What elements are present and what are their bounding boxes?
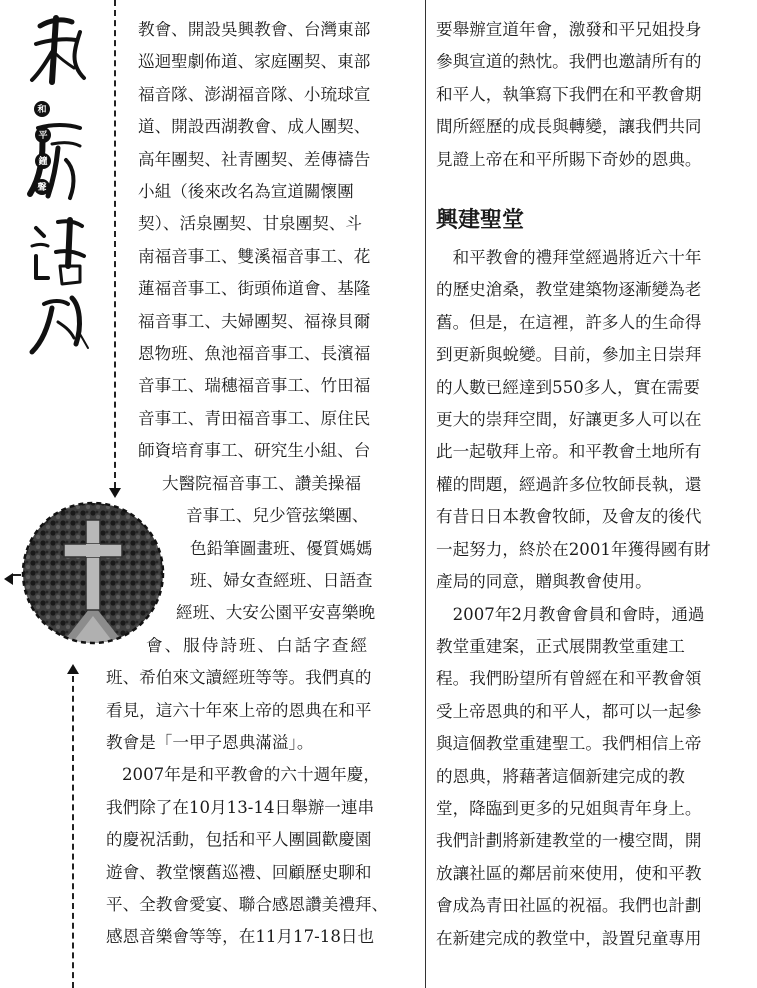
text-line: 福音隊、澎湖福音隊、小琉球宣 [138, 84, 371, 104]
text-line: 我們計劃將新建教堂的一樓空間，開 [436, 831, 702, 851]
text-line: 契）、活泉團契、甘泉團契、斗 [138, 214, 363, 234]
text-line: 蓮福音事工、街頭佈道會、基隆 [138, 279, 371, 299]
text-line: 權的問題，經過許多位牧師長執，還 [436, 474, 702, 494]
text-line: 教會是「一甲子恩典滿溢」。 [106, 732, 314, 752]
text-line: 道、開設西湖教會、成人團契、 [138, 117, 371, 137]
text-line: 受上帝恩典的和平人，都可以一起參 [436, 701, 702, 721]
text-line: 和平人，執筆寫下我們在和平教會期 [436, 84, 702, 104]
svg-text:平: 平 [38, 131, 48, 141]
dashed-guide-top [114, 0, 116, 488]
text-line: 的恩典，將藉著這個新建完成的教 [436, 766, 685, 786]
text-line: 堂，降臨到更多的兄姐與青年身上。 [436, 798, 702, 818]
arrow-up-icon [67, 664, 79, 674]
text-line: 音事工、青田福音事工、原住民 [138, 408, 371, 428]
text-line: 產局的同意，贈與教會使用。 [436, 572, 652, 592]
text-line: 音事工、兒少管弦樂團、 [186, 506, 369, 526]
left-column [106, 14, 413, 954]
text-line: 音事工、瑞穗福音事工、竹田福 [138, 376, 371, 396]
text-line: 大醫院福音事工、讚美操福 [162, 473, 362, 493]
text-line: 要舉辦宣道年會，激發和平兄姐投身 [436, 20, 702, 39]
section-heading: 興建聖堂 [436, 207, 525, 234]
text-line: 程。我們盼望所有曾經在和平教會領 [436, 669, 702, 689]
text-line: 會成為青田社區的祝福。我們也計劃 [436, 896, 702, 916]
text-line: 放讓社區的鄰居前來使用，使和平教 [436, 863, 702, 883]
text-line: 遊會、教堂懷舊巡禮、回顧歷史聊和 [106, 862, 372, 882]
text-line: 舊。但是，在這裡，許多人的生命得 [436, 312, 702, 332]
text-line: 感恩音樂會等等，在11月17-18日也 [106, 927, 375, 947]
text-line: 此一起敬拜上帝。和平教會土地所有 [436, 442, 702, 462]
text-line: 的慶祝活動，包括和平人團圓歡慶園 [106, 830, 372, 850]
calligraphy-logo [22, 8, 92, 368]
text-line: 巡迴聖劇佈道、家庭團契、東部 [138, 52, 371, 72]
text-line: 班、婦女查經班、日語查 [190, 570, 373, 590]
text-line: 會、服侍詩班、白話字查經 [146, 635, 370, 655]
right-column [436, 14, 750, 955]
text-line: 我們除了在10月13-14日舉辦一連串 [106, 797, 375, 817]
text-line: 2007年是和平教會的六十週年慶， [122, 765, 380, 785]
text-line: 教會、開設吳興教會、台灣東部 [138, 20, 371, 39]
text-line: 師資培育事工、研究生小組、台 [138, 441, 371, 461]
text-line: 的歷史滄桑，教堂建築物逐漸變為老 [436, 280, 702, 300]
text-line: 更大的崇拜空間，好讓更多人可以在 [436, 410, 702, 430]
text-line: 班、希伯來文讀經班等等。我們真的 [106, 668, 372, 688]
text-line: 見證上帝在和平所賜下奇妙的恩典。 [436, 149, 702, 169]
arrow-left-icon [4, 573, 13, 585]
text-line: 恩物班、魚池福音事工、長濱福 [138, 344, 371, 364]
text-line: 和平教會的禮拜堂經過將近六十年 [452, 248, 702, 268]
text-line: 間所經歷的成長與轉變，讓我們共同 [436, 117, 702, 137]
text-line: 在新建完成的教堂中，設置兒童專用 [436, 928, 702, 948]
text-line: 到更新與蛻變。目前，參加主日崇拜 [436, 345, 702, 365]
text-line: 色鉛筆圖畫班、優質媽媽 [190, 538, 373, 558]
arrow-down-icon [109, 488, 121, 498]
svg-text:鐘: 鐘 [38, 157, 48, 167]
text-line: 小組（後來改名為宣道關懷團 [138, 182, 354, 202]
text-line: 高年團契、社青團契、差傳禱告 [138, 149, 371, 169]
column-divider [425, 0, 426, 988]
text-line: 平、全教會愛宴、聯合感恩讚美禮拜、 [106, 894, 389, 914]
text-line: 與這個教堂重建聖工。我們相信上帝 [436, 734, 702, 754]
text-line: 一起努力，終於在2001年獲得國有財 [436, 539, 711, 559]
text-line: 南福音事工、雙溪福音事工、花 [138, 246, 371, 266]
text-line: 教堂重建案，正式展開教堂重建工 [436, 636, 685, 656]
text-line: 參與宣道的熱忱。我們也邀請所有的 [436, 52, 702, 72]
text-line: 福音事工、夫婦團契、福祿貝爾 [138, 311, 371, 331]
svg-text:聲: 聲 [37, 183, 47, 193]
svg-text:和: 和 [37, 105, 47, 115]
text-line: 的人數已經達到550多人，實在需要 [436, 377, 700, 397]
text-line: 看見，這六十年來上帝的恩典在和平 [106, 700, 372, 720]
text-line: 經班、大安公園平安喜樂晚 [176, 603, 376, 623]
text-line: 有昔日日本教會牧師，及會友的後代 [436, 507, 702, 527]
dashed-guide-bottom [72, 676, 74, 988]
text-line: 2007年2月教會會員和會時，通過 [452, 604, 705, 624]
